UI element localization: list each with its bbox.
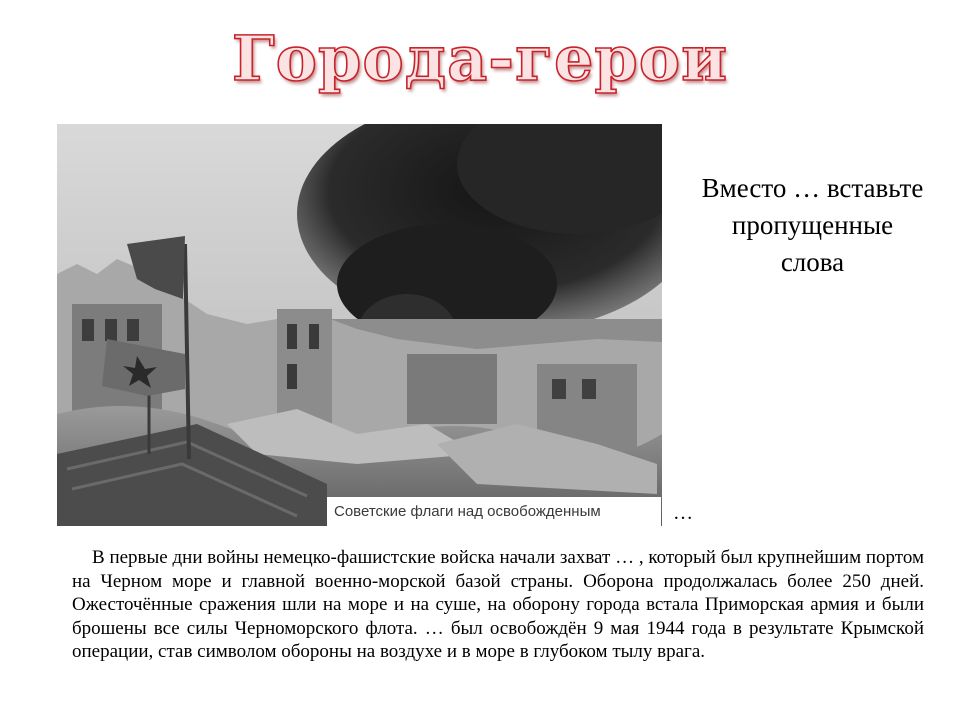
body-paragraph: В первые дни войны немецко-фашистские войска начали захват … , который был крупнейшим портом на Черном море и главной военно-морской базой страны. Оборона продолжалась более 250 дней. Ожесточённые сражения шли на море и на суше, на оборону города встала Приморская армия и были брошены все силы Черноморского флота. … был освобождён 9 мая 1944 года в результате Крымской операции, став символом обороны на воздухе и в море в глубоком тылу врага.: [72, 547, 924, 662]
slide-title: Города-герои: [231, 22, 729, 95]
caption-ellipsis: …: [673, 502, 693, 524]
historical-photo: [57, 124, 662, 526]
ruined-city-photo-icon: [57, 124, 662, 526]
photo-caption: Советские флаги над освобожденным: [327, 497, 661, 526]
instruction-text: Вместо … вставьте пропущенные слова: [701, 173, 924, 277]
